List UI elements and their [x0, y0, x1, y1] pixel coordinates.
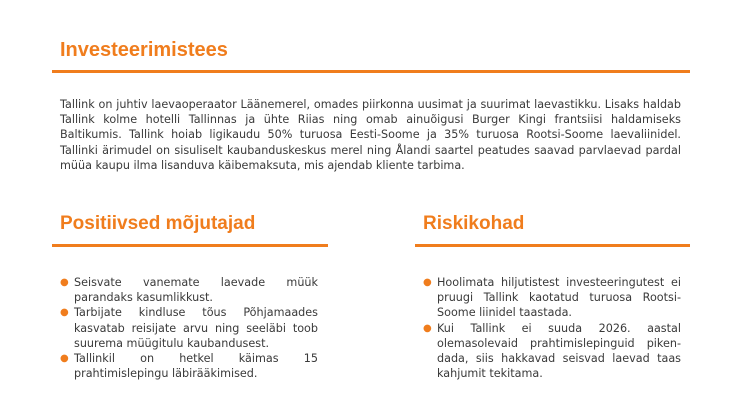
- bullet-icon: ●: [60, 353, 69, 365]
- list-item-text: Kui Tallink ei suuda 2026. aastal olemasolevaid prahtimislepinguid piken-dada, siis hakkavad seisvad laevad taas kahjumit tekitama.: [437, 321, 681, 381]
- list-item-text: Seisvate vanemate laevade müük parandaks kasumlikkust.: [74, 276, 318, 305]
- page-title: Investeerimistees: [60, 39, 228, 61]
- bullet-icon: ●: [60, 307, 69, 319]
- list-item-text: Tallinkil on hetkel käimas 15 prahtimislepingu läbirääkimised.: [74, 352, 318, 381]
- bullet-icon: ●: [60, 277, 69, 288]
- list-item-text: Hoolimata hiljutistest investeeringutest ei pruugi Tallink kaotatud turuosa Rootsi-Soome liinidel taastada.: [437, 276, 681, 320]
- list-item: [423, 275, 681, 321]
- intro-paragraph: Tallink on juhtiv laevaoperaator Läänemerel, omades piirkonna uusimat ja suurimat laevastikku. Lisaks haldab Tallink kolme hotelli Tallinnas ja ühte Riias ning omab ainuõigusi Burger Kingi frantsiisi haldamiseks Baltikumis. Tallink hoiab ligikaudu 50% turuosa Eesti-Soome ja 35% turuosa Rootsi-Soome laevaliinidel. Tallinki ärimudel on sisuliselt kaubanduskeskus merel ning Ålandi saartel peatudes saavad parvlaevad pardal müüa kaupu ilma lisanduva käibemaksuta, mis ajendab kliente tarbima.: [60, 98, 681, 172]
- list-item: [423, 321, 681, 382]
- list-item: [60, 275, 318, 305]
- risks-list: [423, 275, 681, 381]
- list-item: [60, 351, 318, 381]
- list-item-text: Tarbijate kindluse tõus Põhjamaades kasvatab reisijate arvu ning seeläbi toob suurema müügitulu kaubandusest.: [74, 306, 318, 350]
- title-divider: [52, 70, 690, 73]
- positive-list: [60, 275, 318, 381]
- bullet-icon: ●: [423, 322, 432, 334]
- positive-section-title: Positiivsed mõjutajad: [60, 213, 256, 234]
- positive-section-divider: [52, 244, 328, 247]
- risks-section-title: Riskikohad: [423, 213, 525, 234]
- list-item: [60, 305, 318, 351]
- risks-section-divider: [415, 244, 690, 247]
- bullet-icon: ●: [423, 277, 432, 288]
